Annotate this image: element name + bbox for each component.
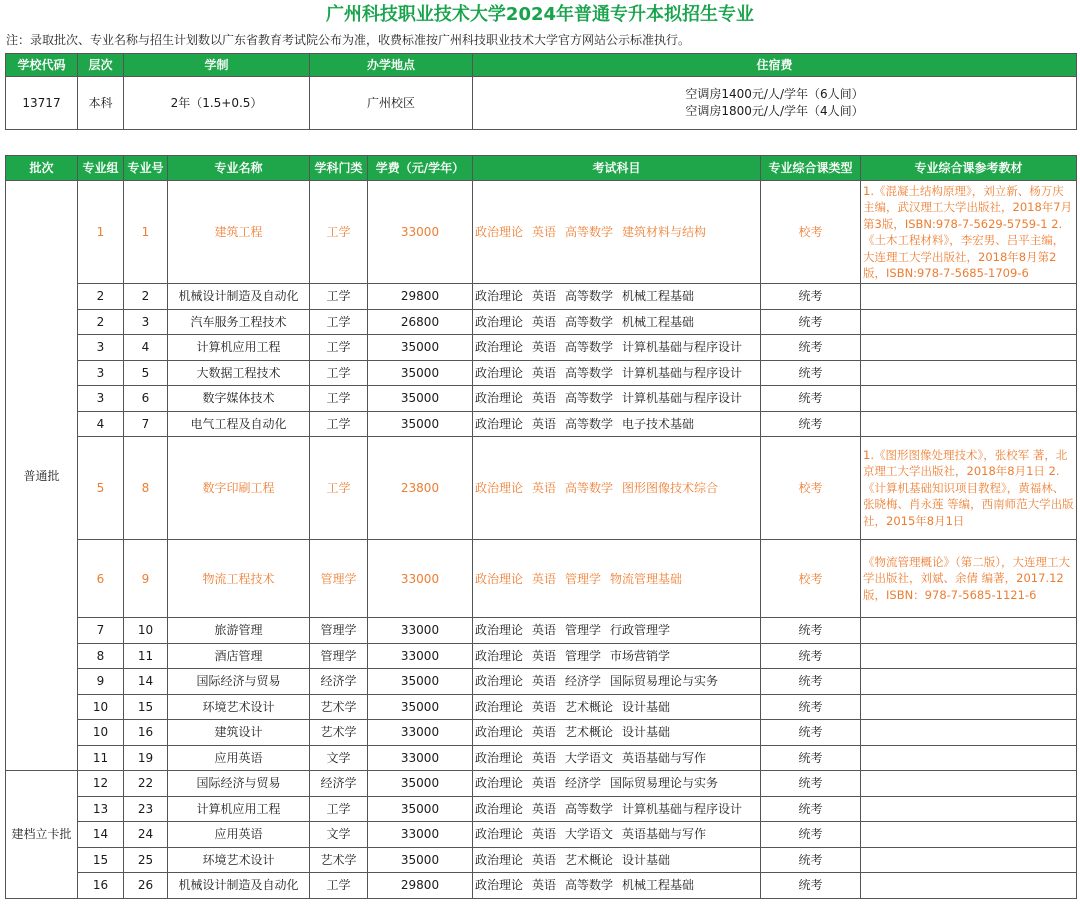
major-row: [6, 386, 1077, 412]
major-name-cell: 建筑设计: [168, 720, 310, 746]
exam-subject: 图形图像技术综合: [622, 481, 719, 495]
discipline-cell: 管理学: [310, 643, 368, 669]
header-campus: 办学地点: [310, 54, 473, 77]
exam-subject: 政治理论: [475, 776, 524, 791]
major-name-cell: 旅游管理: [168, 618, 310, 644]
major-row: [6, 694, 1077, 720]
header-textbooks: 专业综合课参考教材: [861, 156, 1077, 181]
exam-subject: 政治理论: [475, 852, 524, 867]
exam-subject: 经济学: [565, 776, 602, 791]
school-campus: 广州校区: [310, 77, 473, 130]
header-discipline: 学科门类: [310, 156, 368, 181]
exam-subject: 政治理论: [475, 340, 524, 355]
group-cell: 2: [78, 309, 124, 335]
exam-subjects-cell: [473, 669, 761, 695]
discipline-cell: 管理学: [310, 618, 368, 644]
tuition-cell: 35000: [368, 796, 473, 822]
group-cell: 12: [78, 771, 124, 797]
dorm-fee-6-person: 空调房1400元/人/学年（6人间）: [685, 87, 864, 101]
exam-type-cell: 统考: [761, 847, 861, 873]
major-table-body: [6, 181, 1077, 899]
major-number-cell: 23: [124, 796, 168, 822]
major-row: [6, 618, 1077, 644]
major-name-cell: 电气工程及自动化: [168, 411, 310, 437]
exam-subject: 政治理论: [475, 416, 524, 431]
major-name-cell: 国际经济与贸易: [168, 669, 310, 695]
exam-subject: 英语: [532, 750, 557, 765]
textbooks-cell: [861, 796, 1077, 822]
exam-subjects-cell: [473, 873, 761, 899]
major-name-cell: 数字媒体技术: [168, 386, 310, 412]
exam-type-cell: 统考: [761, 873, 861, 899]
tuition-cell: 35000: [368, 847, 473, 873]
school-level: 本科: [78, 77, 124, 130]
discipline-cell: 工学: [310, 360, 368, 386]
major-number-cell: 11: [124, 643, 168, 669]
discipline-cell: 工学: [310, 335, 368, 361]
major-row: [6, 181, 1077, 284]
major-name-cell: 大数据工程技术: [168, 360, 310, 386]
exam-subject: 英语: [532, 365, 557, 380]
major-row: [6, 822, 1077, 848]
exam-type-cell: 校考: [761, 540, 861, 618]
textbooks-cell: 《物流管理概论》（第二版），大连理工大学出版社，刘斌、余倩 编著，2017.12 版，ISBN：978-7-5685-1121-6: [861, 540, 1077, 618]
page-title: 广州科技职业技术大学2024年普通专升本拟招生专业: [325, 4, 755, 25]
exam-subject: 英语: [532, 827, 557, 842]
exam-subject: 国际贸易理论与实务: [610, 776, 719, 791]
exam-subject: 政治理论: [475, 674, 524, 689]
textbooks-cell: [861, 411, 1077, 437]
exam-subjects-cell: [473, 386, 761, 412]
tuition-cell: 35000: [368, 335, 473, 361]
dorm-fee-cell: [473, 77, 1077, 130]
tuition-cell: 35000: [368, 694, 473, 720]
exam-subject: 高等数学: [565, 391, 614, 406]
exam-subject: 政治理论: [475, 314, 524, 329]
major-row: [6, 847, 1077, 873]
exam-subjects-cell: [473, 796, 761, 822]
group-cell: 10: [78, 720, 124, 746]
exam-type-cell: 统考: [761, 669, 861, 695]
exam-subject: 英语: [532, 725, 557, 740]
major-number-cell: 1: [124, 181, 168, 284]
exam-subjects-cell: [473, 360, 761, 386]
exam-subject: 政治理论: [475, 571, 524, 586]
exam-subject: 英语基础与写作: [622, 750, 707, 765]
header-school-code: 学校代码: [6, 54, 78, 77]
group-cell: 4: [78, 411, 124, 437]
exam-subjects-cell: [473, 745, 761, 771]
exam-subject: 英语: [532, 391, 557, 406]
discipline-cell: 工学: [310, 284, 368, 310]
discipline-cell: 工学: [310, 309, 368, 335]
exam-type-cell: 统考: [761, 720, 861, 746]
batch-cell: 普通批: [6, 181, 78, 771]
exam-subject: 设计基础: [622, 699, 671, 714]
exam-subject: 电子技术基础: [622, 416, 695, 431]
tuition-cell: 35000: [368, 386, 473, 412]
tuition-cell: 23800: [368, 437, 473, 540]
major-row: [6, 669, 1077, 695]
dorm-fee-4-person: 空调房1800元/人/学年（4人间）: [685, 104, 864, 118]
major-row: [6, 643, 1077, 669]
textbooks-cell: [861, 745, 1077, 771]
exam-subject: 政治理论: [475, 725, 524, 740]
discipline-cell: 文学: [310, 822, 368, 848]
major-number-cell: 5: [124, 360, 168, 386]
major-row: [6, 284, 1077, 310]
exam-subject: 英语: [532, 416, 557, 431]
major-row: [6, 540, 1077, 618]
header-level: 层次: [78, 54, 124, 77]
discipline-cell: 艺术学: [310, 720, 368, 746]
textbooks-cell: 1.《混凝土结构原理》，刘立新、杨万庆主编，武汉理工大学出版社，2018年7月第3版，ISBN:978-7-5629-5759-1 2.《土木工程材料》，李宏男、吕平主编，大连理工大学出版社，2018年8月第2版，ISBN:978-7-5685-1709-6: [861, 181, 1077, 284]
exam-subject: 高等数学: [565, 314, 614, 329]
exam-subject: 管理学: [565, 623, 602, 638]
discipline-cell: 文学: [310, 745, 368, 771]
exam-subjects-cell: [473, 411, 761, 437]
exam-subject: 管理学: [565, 648, 602, 663]
textbooks-cell: [861, 720, 1077, 746]
tuition-cell: 35000: [368, 360, 473, 386]
major-number-cell: 14: [124, 669, 168, 695]
major-number-cell: 24: [124, 822, 168, 848]
exam-subject: 艺术概论: [565, 725, 614, 740]
exam-subjects-cell: [473, 540, 761, 618]
textbooks-cell: [861, 694, 1077, 720]
major-row: [6, 720, 1077, 746]
exam-subject: 英语: [532, 571, 557, 586]
group-cell: 10: [78, 694, 124, 720]
exam-subject: 大学语文: [565, 827, 614, 842]
exam-subject: 高等数学: [565, 416, 614, 431]
major-number-cell: 4: [124, 335, 168, 361]
major-row: [6, 771, 1077, 797]
major-name-cell: 国际经济与贸易: [168, 771, 310, 797]
group-cell: 7: [78, 618, 124, 644]
exam-subject: 高等数学: [565, 365, 614, 380]
textbooks-cell: [861, 335, 1077, 361]
exam-subject: 英语: [532, 852, 557, 867]
tuition-cell: 29800: [368, 873, 473, 899]
major-row: [6, 437, 1077, 540]
exam-subject: 政治理论: [475, 648, 524, 663]
exam-subjects-cell: [473, 720, 761, 746]
tuition-cell: 35000: [368, 411, 473, 437]
major-number-cell: 15: [124, 694, 168, 720]
exam-type-cell: 统考: [761, 360, 861, 386]
major-number-cell: 10: [124, 618, 168, 644]
exam-subject: 英语: [532, 340, 557, 355]
major-row: [6, 360, 1077, 386]
major-name-cell: 汽车服务工程技术: [168, 309, 310, 335]
group-cell: 16: [78, 873, 124, 899]
major-name-cell: 应用英语: [168, 745, 310, 771]
header-major-name: 专业名称: [168, 156, 310, 181]
exam-subject: 艺术概论: [565, 699, 614, 714]
textbooks-cell: 1.《图形图像处理技术》，张校军 著，北京理工大学出版社，2018年8月1日 2.《计算机基础知识项目教程》，黄福林、张晓梅、肖永莲 等编，西南师范大学出版社，2015年8月1日: [861, 437, 1077, 540]
tuition-cell: 33000: [368, 720, 473, 746]
tuition-cell: 33000: [368, 618, 473, 644]
exam-subject: 国际贸易理论与实务: [610, 674, 719, 689]
header-dorm-fee: 住宿费: [473, 54, 1077, 77]
exam-subject: 机械工程基础: [622, 314, 695, 329]
group-cell: 11: [78, 745, 124, 771]
textbooks-cell: [861, 873, 1077, 899]
textbooks-cell: [861, 771, 1077, 797]
exam-subjects-cell: [473, 437, 761, 540]
exam-subject: 高等数学: [565, 225, 614, 239]
major-name-cell: 酒店管理: [168, 643, 310, 669]
tuition-cell: 33000: [368, 181, 473, 284]
exam-subjects-cell: [473, 618, 761, 644]
major-table-header: [6, 156, 1077, 181]
group-cell: 3: [78, 335, 124, 361]
exam-subject: 英语: [532, 623, 557, 638]
header-duration: 学制: [124, 54, 310, 77]
major-number-cell: 16: [124, 720, 168, 746]
school-table-header: [6, 54, 1077, 77]
group-cell: 13: [78, 796, 124, 822]
tuition-cell: 33000: [368, 540, 473, 618]
exam-subject: 政治理论: [475, 827, 524, 842]
major-number-cell: 25: [124, 847, 168, 873]
exam-subject: 英语: [532, 878, 557, 893]
exam-type-cell: 统考: [761, 796, 861, 822]
exam-subjects-cell: [473, 771, 761, 797]
exam-type-cell: 统考: [761, 771, 861, 797]
header-exam-subjects: 考试科目: [473, 156, 761, 181]
major-number-cell: 22: [124, 771, 168, 797]
exam-type-cell: 统考: [761, 335, 861, 361]
exam-subject: 计算机基础与程序设计: [622, 801, 743, 816]
major-row: [6, 335, 1077, 361]
exam-subject: 英语: [532, 314, 557, 329]
exam-subject: 英语: [532, 699, 557, 714]
exam-subjects-cell: [473, 284, 761, 310]
tuition-cell: 29800: [368, 284, 473, 310]
exam-subject: 高等数学: [565, 801, 614, 816]
exam-subject: 大学语文: [565, 750, 614, 765]
tuition-cell: 35000: [368, 771, 473, 797]
group-cell: 3: [78, 360, 124, 386]
exam-type-cell: 统考: [761, 618, 861, 644]
exam-subject: 经济学: [565, 674, 602, 689]
exam-type-cell: 统考: [761, 822, 861, 848]
exam-type-cell: 校考: [761, 437, 861, 540]
group-cell: 8: [78, 643, 124, 669]
exam-subject: 政治理论: [475, 801, 524, 816]
major-number-cell: 3: [124, 309, 168, 335]
exam-type-cell: 统考: [761, 745, 861, 771]
group-cell: 1: [78, 181, 124, 284]
exam-subject: 政治理论: [475, 699, 524, 714]
group-cell: 5: [78, 437, 124, 540]
exam-subject: 设计基础: [622, 852, 671, 867]
exam-subject: 高等数学: [565, 289, 614, 304]
header-exam-type: 专业综合课类型: [761, 156, 861, 181]
exam-subject: 计算机基础与程序设计: [622, 391, 743, 406]
group-cell: 15: [78, 847, 124, 873]
exam-subject: 高等数学: [565, 878, 614, 893]
textbooks-cell: [861, 822, 1077, 848]
exam-subject: 英语: [532, 648, 557, 663]
exam-subject: 计算机基础与程序设计: [622, 365, 743, 380]
exam-subject: 管理学: [565, 571, 602, 586]
header-batch: 批次: [6, 156, 78, 181]
exam-subject: 政治理论: [475, 750, 524, 765]
textbooks-cell: [861, 847, 1077, 873]
school-table-row: [6, 77, 1077, 130]
discipline-cell: 工学: [310, 386, 368, 412]
discipline-cell: 工学: [310, 181, 368, 284]
tuition-cell: 26800: [368, 309, 473, 335]
major-number-cell: 6: [124, 386, 168, 412]
exam-subject: 行政管理学: [610, 623, 671, 638]
textbooks-cell: [861, 309, 1077, 335]
discipline-cell: 工学: [310, 873, 368, 899]
exam-subjects-cell: [473, 335, 761, 361]
major-name-cell: 数字印刷工程: [168, 437, 310, 540]
exam-subject: 英语基础与写作: [622, 827, 707, 842]
exam-subjects-cell: [473, 309, 761, 335]
major-row: [6, 745, 1077, 771]
tuition-cell: 35000: [368, 669, 473, 695]
major-row: [6, 411, 1077, 437]
discipline-cell: 工学: [310, 437, 368, 540]
exam-subject: 英语: [532, 674, 557, 689]
header-group: 专业组: [78, 156, 124, 181]
major-name-cell: 机械设计制造及自动化: [168, 873, 310, 899]
major-number-cell: 26: [124, 873, 168, 899]
notice-text: 注：录取批次、专业名称与招生计划数以广东省教育考试院公布为准，收费标准按广州科技职业技术大学官方网站公示标准执行。: [6, 33, 691, 47]
exam-subject: 英语: [532, 481, 557, 495]
exam-subjects-cell: [473, 847, 761, 873]
textbooks-cell: [861, 618, 1077, 644]
major-name-cell: 应用英语: [168, 822, 310, 848]
group-cell: 9: [78, 669, 124, 695]
exam-type-cell: 统考: [761, 386, 861, 412]
exam-type-cell: 统考: [761, 309, 861, 335]
exam-subject: 机械工程基础: [622, 878, 695, 893]
exam-subject: 政治理论: [475, 289, 524, 304]
exam-subject: 高等数学: [565, 481, 614, 495]
major-name-cell: 机械设计制造及自动化: [168, 284, 310, 310]
batch-cell: 建档立卡批: [6, 771, 78, 899]
exam-type-cell: 统考: [761, 694, 861, 720]
major-row: [6, 309, 1077, 335]
discipline-cell: 工学: [310, 796, 368, 822]
discipline-cell: 管理学: [310, 540, 368, 618]
major-row: [6, 796, 1077, 822]
major-name-cell: 环境艺术设计: [168, 694, 310, 720]
school-code: 13717: [6, 77, 78, 130]
major-name-cell: 物流工程技术: [168, 540, 310, 618]
exam-subject: 市场营销学: [610, 648, 671, 663]
discipline-cell: 艺术学: [310, 694, 368, 720]
exam-subject: 计算机基础与程序设计: [622, 340, 743, 355]
discipline-cell: 工学: [310, 411, 368, 437]
textbooks-cell: [861, 386, 1077, 412]
discipline-cell: 经济学: [310, 771, 368, 797]
group-cell: 2: [78, 284, 124, 310]
group-cell: 6: [78, 540, 124, 618]
major-number-cell: 9: [124, 540, 168, 618]
major-name-cell: 建筑工程: [168, 181, 310, 284]
major-name-cell: 计算机应用工程: [168, 335, 310, 361]
tuition-cell: 33000: [368, 745, 473, 771]
tuition-cell: 33000: [368, 643, 473, 669]
exam-subjects-cell: [473, 694, 761, 720]
exam-subject: 英语: [532, 801, 557, 816]
exam-subject: 政治理论: [475, 391, 524, 406]
exam-subject: 设计基础: [622, 725, 671, 740]
header-major-number: 专业号: [124, 156, 168, 181]
major-row: [6, 873, 1077, 899]
exam-subject: 建筑材料与结构: [622, 225, 707, 239]
exam-subjects-cell: [473, 643, 761, 669]
exam-subject: 英语: [532, 776, 557, 791]
textbooks-cell: [861, 360, 1077, 386]
exam-subject: 政治理论: [475, 623, 524, 638]
tuition-cell: 33000: [368, 822, 473, 848]
exam-type-cell: 统考: [761, 411, 861, 437]
exam-subjects-cell: [473, 181, 761, 284]
exam-subject: 政治理论: [475, 481, 524, 495]
school-duration: 2年（1.5+0.5）: [124, 77, 310, 130]
exam-subject: 机械工程基础: [622, 289, 695, 304]
exam-subject: 高等数学: [565, 340, 614, 355]
exam-subjects-cell: [473, 822, 761, 848]
school-info-table: [5, 53, 1077, 130]
group-cell: 14: [78, 822, 124, 848]
textbooks-cell: [861, 643, 1077, 669]
exam-subject: 政治理论: [475, 225, 524, 239]
major-name-cell: 环境艺术设计: [168, 847, 310, 873]
major-number-cell: 7: [124, 411, 168, 437]
major-name-cell: 计算机应用工程: [168, 796, 310, 822]
group-cell: 3: [78, 386, 124, 412]
major-number-cell: 8: [124, 437, 168, 540]
textbooks-cell: [861, 669, 1077, 695]
textbooks-cell: [861, 284, 1077, 310]
exam-subject: 英语: [532, 225, 557, 239]
discipline-cell: 艺术学: [310, 847, 368, 873]
major-number-cell: 19: [124, 745, 168, 771]
exam-subject: 物流管理基础: [610, 571, 683, 586]
header-tuition: 学费（元/学年）: [368, 156, 473, 181]
exam-subject: 艺术概论: [565, 852, 614, 867]
discipline-cell: 经济学: [310, 669, 368, 695]
major-number-cell: 2: [124, 284, 168, 310]
exam-subject: 政治理论: [475, 365, 524, 380]
exam-type-cell: 校考: [761, 181, 861, 284]
major-table: [5, 155, 1077, 899]
exam-type-cell: 统考: [761, 643, 861, 669]
exam-subject: 英语: [532, 289, 557, 304]
exam-subject: 政治理论: [475, 878, 524, 893]
exam-type-cell: 统考: [761, 284, 861, 310]
